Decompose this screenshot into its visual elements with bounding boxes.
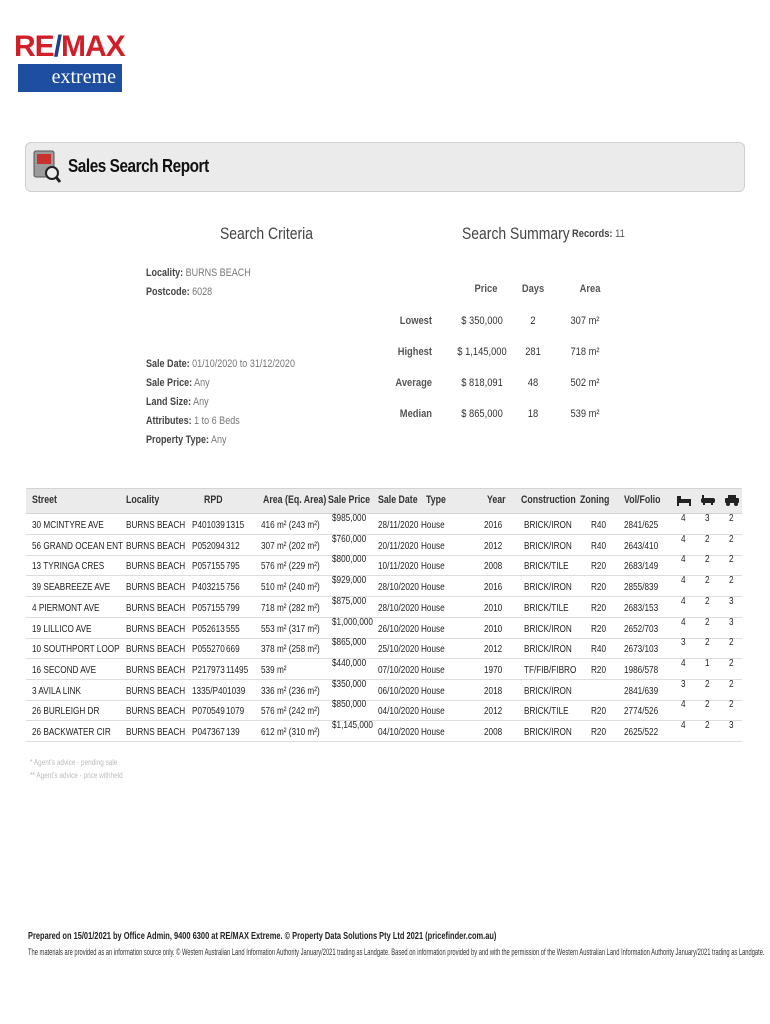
- cell-zoning: R40: [591, 539, 607, 552]
- cell-zoning: R20: [591, 622, 607, 635]
- cell-year: 2010: [484, 601, 503, 614]
- cell-price: $350,000: [332, 677, 367, 690]
- summary-days: 48: [527, 377, 539, 389]
- cell-cars: 3: [729, 719, 734, 731]
- cell-rpd1: P403215: [192, 581, 225, 594]
- cell-street: 26 BURLEIGH DR: [32, 705, 100, 718]
- col-sale-price: Sale Price: [328, 494, 371, 506]
- cell-locality: BURNS BEACH: [126, 726, 186, 738]
- cell-date: 10/11/2020: [378, 560, 419, 573]
- col-construction: Construction: [521, 494, 576, 506]
- cell-locality: BURNS BEACH: [126, 622, 186, 635]
- cell-cars: 2: [729, 677, 734, 690]
- col-sale-date: Sale Date: [378, 494, 418, 506]
- cell-price: $875,000: [332, 594, 367, 607]
- cell-cars: 2: [729, 698, 734, 711]
- cell-volfolio: 2643/410: [624, 539, 659, 552]
- cell-volfolio: 1986/578: [624, 663, 659, 676]
- cell-year: 2016: [484, 581, 503, 594]
- cell-rpd1: P057155: [192, 560, 225, 573]
- logo-wordmark: RE/MAX: [14, 30, 125, 63]
- cell-street: 16 SECOND AVE: [32, 663, 97, 676]
- cell-beds: 4: [681, 532, 686, 545]
- cell-type: House: [421, 726, 445, 738]
- cell-rpd1: P052094: [192, 539, 225, 552]
- cell-volfolio: 2673/103: [624, 643, 659, 656]
- cell-price: $850,000: [332, 698, 367, 711]
- cell-cars: 2: [729, 512, 734, 524]
- cell-baths: 3: [705, 512, 710, 524]
- cell-street: 30 MCINTYRE AVE: [32, 519, 104, 531]
- table-row: [26, 615, 742, 639]
- col-vol-folio: Vol/Folio: [624, 494, 661, 506]
- cell-year: 2012: [484, 539, 503, 552]
- cell-cars: 3: [729, 594, 734, 607]
- cell-beds: 4: [681, 698, 686, 711]
- cell-street: 3 AVILA LINK: [32, 684, 82, 697]
- cell-cars: 2: [729, 656, 734, 669]
- cell-area: 416 m² (243 m²): [261, 519, 320, 531]
- col-year: Year: [487, 494, 506, 506]
- criteria-property-type: Property Type: Any: [146, 434, 227, 446]
- cell-zoning: R20: [591, 726, 607, 738]
- cell-zoning: R40: [591, 519, 607, 531]
- cell-baths: 2: [705, 698, 710, 711]
- cell-construction: BRICK/IRON: [524, 684, 572, 697]
- summary-col-days: Days: [521, 283, 545, 295]
- cell-street: 19 LILLICO AVE: [32, 622, 92, 635]
- cell-cars: 3: [729, 615, 734, 628]
- cell-area: 553 m² (317 m²): [261, 622, 320, 635]
- cell-date: 20/11/2020: [378, 539, 419, 552]
- summary-price: $ 350,000: [461, 315, 503, 327]
- summary-row-label: Average: [395, 377, 432, 389]
- records-count: Records: 11: [572, 228, 625, 240]
- bath-icon: [700, 494, 716, 506]
- col-area: Area (Eq. Area): [263, 494, 327, 506]
- cell-construction: BRICK/IRON: [524, 519, 572, 531]
- cell-rpd1: P052613: [192, 622, 225, 635]
- cell-type: House: [421, 705, 445, 718]
- cell-price: $440,000: [332, 656, 367, 669]
- cell-zoning: R20: [591, 560, 607, 573]
- report-header: [25, 142, 745, 192]
- cell-date: 28/11/2020: [378, 519, 419, 531]
- cell-rpd1: P217973: [192, 663, 225, 676]
- cell-locality: BURNS BEACH: [126, 581, 186, 594]
- cell-baths: 2: [705, 594, 710, 607]
- summary-days: 18: [527, 408, 539, 420]
- cell-baths: 2: [705, 615, 710, 628]
- cell-zoning: R20: [591, 601, 607, 614]
- summary-area: 718 m²: [570, 346, 600, 358]
- cell-locality: BURNS BEACH: [126, 601, 186, 614]
- cell-area: 576 m² (242 m²): [261, 705, 320, 718]
- table-row: [26, 700, 742, 721]
- cell-rpd2: 799: [226, 601, 240, 614]
- bed-icon: [676, 494, 692, 506]
- cell-type: House: [421, 581, 445, 594]
- cell-date: 26/10/2020: [378, 622, 419, 635]
- cell-locality: BURNS BEACH: [126, 663, 186, 676]
- cell-volfolio: 2683/149: [624, 560, 659, 573]
- note-withheld: ** Agent's advice - price withheld: [30, 771, 123, 780]
- cell-date: 07/10/2020: [378, 663, 419, 676]
- cell-type: House: [421, 560, 445, 573]
- cell-rpd1: P070549: [192, 705, 225, 718]
- summary-col-area: Area: [579, 283, 601, 295]
- cell-date: 25/10/2020: [378, 643, 419, 656]
- cell-beds: 4: [681, 512, 686, 524]
- cell-construction: BRICK/TILE: [524, 705, 569, 718]
- cell-type: House: [421, 684, 445, 697]
- cell-rpd2: 1315: [226, 519, 245, 531]
- table-row: [26, 594, 742, 618]
- cell-construction: BRICK/IRON: [524, 581, 572, 594]
- cell-type: House: [421, 519, 445, 531]
- cell-locality: BURNS BEACH: [126, 539, 186, 552]
- cell-baths: 2: [705, 719, 710, 731]
- cell-area: 576 m² (229 m²): [261, 560, 320, 573]
- col-type: Type: [426, 494, 446, 506]
- criteria-attributes: Attributes: 1 to 6 Beds: [146, 415, 240, 427]
- cell-street: 4 PIERMONT AVE: [32, 601, 100, 614]
- criteria-locality: Locality: BURNS BEACH: [146, 267, 251, 279]
- cell-construction: BRICK/TILE: [524, 560, 569, 573]
- summary-price: $ 1,145,000: [457, 346, 507, 358]
- cell-locality: BURNS BEACH: [126, 560, 186, 573]
- cell-zoning: R40: [591, 643, 607, 656]
- cell-zoning: R20: [591, 705, 607, 718]
- cell-volfolio: 2841/639: [624, 684, 659, 697]
- cell-type: House: [421, 601, 445, 614]
- cell-construction: TF/FIB/FIBRO: [524, 663, 577, 676]
- table-row: [26, 677, 742, 701]
- cell-street: 56 GRAND OCEAN ENT: [32, 539, 124, 552]
- report-title: Sales Search Report: [68, 156, 209, 176]
- cell-baths: 2: [705, 532, 710, 545]
- cell-year: 2018: [484, 684, 503, 697]
- cell-locality: BURNS BEACH: [126, 519, 186, 531]
- cell-cars: 2: [729, 532, 734, 545]
- summary-row-label: Lowest: [399, 315, 432, 327]
- cell-beds: 3: [681, 636, 686, 649]
- summary-col-price: Price: [474, 283, 498, 295]
- cell-price: $800,000: [332, 553, 367, 566]
- cell-beds: 4: [681, 594, 686, 607]
- cell-construction: BRICK/IRON: [524, 643, 572, 656]
- cell-baths: 1: [705, 656, 710, 669]
- cell-date: 06/10/2020: [378, 684, 419, 697]
- cell-zoning: R20: [591, 663, 607, 676]
- cell-price: $929,000: [332, 574, 367, 587]
- summary-price: $ 865,000: [461, 408, 503, 420]
- criteria-sale-price: Sale Price: Any: [146, 377, 210, 389]
- cell-cars: 2: [729, 574, 734, 587]
- table-row: [26, 656, 742, 680]
- cell-type: House: [421, 663, 445, 676]
- cell-rpd2: 1079: [226, 705, 245, 718]
- cell-volfolio: 2625/522: [624, 726, 659, 738]
- cell-cars: 2: [729, 636, 734, 649]
- sales-table-header: [26, 488, 742, 514]
- cell-price: $760,000: [332, 532, 367, 545]
- criteria-sale-date: Sale Date: 01/10/2020 to 31/12/2020: [146, 358, 295, 370]
- summary-days: 281: [525, 346, 541, 358]
- criteria-heading: Search Criteria: [220, 224, 313, 243]
- cell-rpd2: 795: [226, 560, 240, 573]
- cell-beds: 3: [681, 677, 686, 690]
- cell-baths: 2: [705, 553, 710, 566]
- note-pending: * Agent's advice - pending sale: [30, 758, 118, 767]
- cell-date: 28/10/2020: [378, 581, 419, 594]
- prepared-line: Prepared on 15/01/2021 by Office Admin, 9400 6300 at RE/MAX Extreme. © Property Data Solutions Pty Ltd 2021 (pricefinder.com.au): [28, 930, 497, 942]
- cell-rpd1: P057155: [192, 601, 225, 614]
- cell-year: 2008: [484, 726, 503, 738]
- cell-baths: 2: [705, 677, 710, 690]
- cell-area: 539 m²: [261, 663, 287, 676]
- cell-beds: 4: [681, 574, 686, 587]
- cell-construction: BRICK/IRON: [524, 539, 572, 552]
- cell-rpd2: 756: [226, 581, 240, 594]
- cell-year: 2016: [484, 519, 503, 531]
- cell-rpd1: P401039: [192, 519, 225, 531]
- cell-price: $985,000: [332, 512, 367, 524]
- cell-year: 1970: [484, 663, 503, 676]
- logo-extreme: extreme: [18, 64, 122, 92]
- col-zoning: Zoning: [580, 494, 610, 506]
- cell-beds: 4: [681, 719, 686, 731]
- cell-construction: BRICK/IRON: [524, 726, 572, 738]
- table-row: [26, 555, 742, 576]
- cell-construction: BRICK/TILE: [524, 601, 569, 614]
- col-rpd: RPD: [204, 494, 223, 506]
- cell-rpd1: P055270: [192, 643, 225, 656]
- summary-row-label: Median: [399, 408, 432, 420]
- cell-street: 39 SEABREEZE AVE: [32, 581, 111, 594]
- summary-row-label: Highest: [397, 346, 432, 358]
- col-street: Street: [32, 494, 57, 506]
- table-row: [26, 532, 742, 556]
- cell-area: 718 m² (282 m²): [261, 601, 320, 614]
- cell-price: $865,000: [332, 636, 367, 649]
- cell-year: 2010: [484, 622, 503, 635]
- cell-price: $1,145,000: [332, 719, 373, 731]
- cell-rpd2: 669: [226, 643, 240, 656]
- summary-area: 307 m²: [570, 315, 600, 327]
- table-row: [26, 638, 742, 659]
- cell-baths: 2: [705, 636, 710, 649]
- cell-volfolio: 2855/839: [624, 581, 659, 594]
- cell-area: 612 m² (310 m²): [261, 726, 320, 738]
- cell-type: House: [421, 539, 445, 552]
- summary-days: 2: [530, 315, 536, 327]
- cell-rpd2: 11495: [226, 663, 249, 676]
- cell-date: 04/10/2020: [378, 726, 419, 738]
- cell-cars: 2: [729, 553, 734, 566]
- cell-locality: BURNS BEACH: [126, 684, 186, 697]
- cell-volfolio: 2652/703: [624, 622, 659, 635]
- table-row: [26, 514, 742, 535]
- cell-rpd1: 1335/P401039: [192, 684, 246, 697]
- cell-date: 28/10/2020: [378, 601, 419, 614]
- table-row: [26, 576, 742, 597]
- cell-beds: 4: [681, 615, 686, 628]
- cell-street: 10 SOUTHPORT LOOP: [32, 643, 120, 656]
- cell-volfolio: 2841/625: [624, 519, 659, 531]
- cell-beds: 4: [681, 553, 686, 566]
- cell-street: 26 BACKWATER CIR: [32, 726, 111, 738]
- cell-zoning: R20: [591, 581, 607, 594]
- cell-volfolio: 2774/526: [624, 705, 659, 718]
- cell-rpd2: 139: [226, 726, 240, 738]
- cell-price: $1,000,000: [332, 615, 373, 628]
- cell-area: 307 m² (202 m²): [261, 539, 320, 552]
- remax-logo: [14, 30, 125, 92]
- summary-area: 539 m²: [570, 408, 600, 420]
- cell-construction: BRICK/IRON: [524, 622, 572, 635]
- report-magnifier-icon: [32, 149, 62, 185]
- cell-year: 2008: [484, 560, 503, 573]
- cell-rpd2: 555: [226, 622, 240, 635]
- cell-year: 2012: [484, 643, 503, 656]
- col-locality: Locality: [126, 494, 160, 506]
- cell-rpd1: P047367: [192, 726, 225, 738]
- summary-heading: Search Summary: [462, 224, 570, 243]
- cell-locality: BURNS BEACH: [126, 643, 186, 656]
- cell-date: 04/10/2020: [378, 705, 419, 718]
- summary-price: $ 818,091: [461, 377, 503, 389]
- cell-area: 336 m² (236 m²): [261, 684, 320, 697]
- criteria-land-size: Land Size: Any: [146, 396, 209, 408]
- cell-type: House: [421, 643, 445, 656]
- car-icon: [724, 494, 740, 506]
- criteria-postcode: Postcode: 6028: [146, 286, 213, 298]
- cell-type: House: [421, 622, 445, 635]
- cell-year: 2012: [484, 705, 503, 718]
- cell-volfolio: 2683/153: [624, 601, 659, 614]
- cell-baths: 2: [705, 574, 710, 587]
- cell-area: 510 m² (240 m²): [261, 581, 320, 594]
- cell-rpd2: 312: [226, 539, 240, 552]
- cell-beds: 4: [681, 656, 686, 669]
- cell-street: 13 TYRINGA CRES: [32, 560, 105, 573]
- table-row: [26, 721, 742, 742]
- disclaimer: The materials are provided as an information source only. © Western Australian Land Information Authority January/2021 trading as Landgate. Based on information provided by and with the permission of the Western Australian Land Information Authority January/2021 trading as Landgate.: [28, 947, 765, 957]
- summary-area: 502 m²: [570, 377, 600, 389]
- cell-locality: BURNS BEACH: [126, 705, 186, 718]
- cell-area: 378 m² (258 m²): [261, 643, 320, 656]
